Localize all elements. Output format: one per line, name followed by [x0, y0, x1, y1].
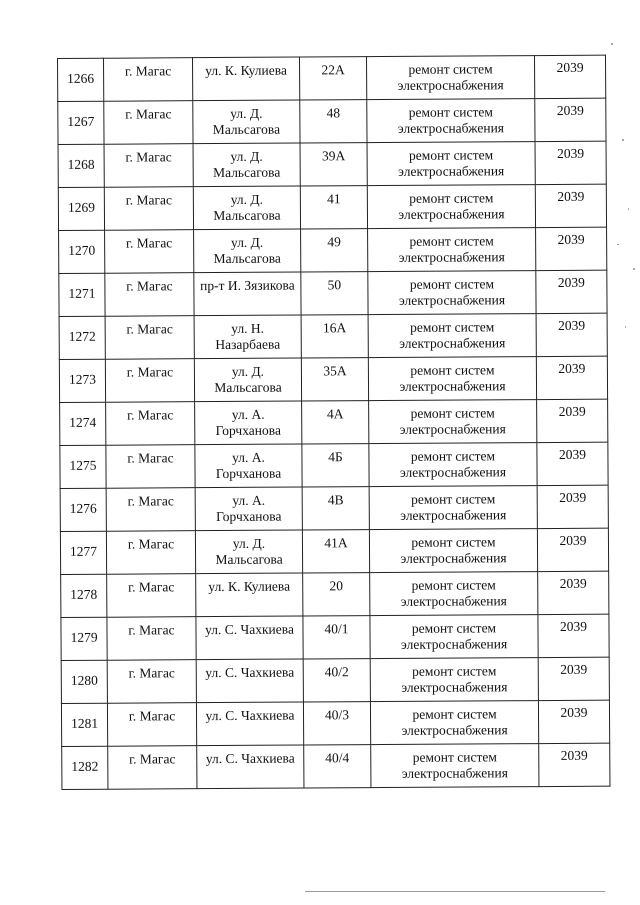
repair-schedule-table: [57, 55, 610, 790]
row-number-cell: 1271: [59, 273, 105, 316]
work-type-cell: ремонт систем электроснабжения: [371, 744, 539, 788]
work-type-cell: ремонт систем электроснабжения: [369, 486, 537, 530]
table-row: [61, 614, 609, 660]
year-cell: 2039: [536, 313, 607, 356]
street-cell: ул. Д. Мальсагова: [193, 100, 300, 144]
work-type-cell: ремонт систем электроснабжения: [368, 314, 536, 358]
scan-speck: [628, 208, 629, 210]
work-type-cell: ремонт систем электроснабжения: [369, 400, 537, 444]
house-number-cell: 22А: [299, 57, 366, 100]
table-row: [60, 485, 608, 531]
year-cell: 2039: [534, 55, 605, 98]
house-number-cell: 41: [300, 186, 367, 229]
city-cell: г. Магас: [106, 402, 195, 446]
house-number-cell: 4Б: [302, 444, 369, 487]
row-number-cell: 1281: [61, 703, 107, 746]
house-number-cell: 35А: [301, 358, 368, 401]
work-type-cell: ремонт систем электроснабжения: [368, 357, 536, 401]
row-number-cell: 1268: [58, 144, 104, 187]
house-number-cell: 39А: [300, 143, 367, 186]
city-cell: г. Магас: [106, 531, 195, 575]
row-number-cell: 1278: [61, 574, 107, 617]
year-cell: 2039: [538, 657, 609, 700]
table-row: [61, 700, 609, 746]
scan-speck: [622, 139, 624, 141]
house-number-cell: 40/2: [303, 659, 370, 702]
year-cell: 2039: [536, 356, 607, 399]
city-cell: г. Магас: [104, 58, 193, 102]
street-cell: ул. Д. Мальсагова: [195, 530, 302, 574]
row-number-cell: 1275: [60, 445, 106, 488]
work-type-cell: ремонт систем электроснабжения: [366, 56, 534, 100]
year-cell: 2039: [537, 442, 608, 485]
city-cell: г. Магас: [106, 488, 195, 532]
work-type-cell: ремонт систем электроснабжения: [367, 99, 535, 143]
street-cell: ул. С. Чахкиева: [196, 659, 303, 703]
street-cell: ул. Д. Мальсагова: [194, 229, 301, 273]
row-number-cell: 1269: [58, 187, 104, 230]
work-type-cell: ремонт систем электроснабжения: [368, 271, 536, 315]
row-number-cell: 1279: [61, 617, 107, 660]
street-cell: ул. С. Чахкиева: [196, 702, 303, 746]
house-number-cell: 40/4: [304, 745, 371, 788]
city-cell: г. Магас: [107, 703, 196, 747]
street-cell: ул. А. Горчханова: [195, 444, 302, 488]
city-cell: г. Магас: [106, 445, 195, 489]
city-cell: г. Магас: [104, 187, 193, 231]
scan-speck: [633, 268, 635, 270]
house-number-cell: 48: [300, 100, 367, 143]
street-cell: ул. А. Горчханова: [195, 487, 302, 531]
row-number-cell: 1266: [58, 58, 104, 101]
house-number-cell: 4В: [302, 487, 369, 530]
year-cell: 2039: [538, 700, 609, 743]
work-type-cell: ремонт систем электроснабжения: [370, 658, 538, 702]
row-number-cell: 1280: [61, 660, 107, 703]
table-row: [60, 399, 608, 445]
row-number-cell: 1282: [62, 746, 108, 789]
city-cell: г. Магас: [108, 746, 197, 790]
table-body: [58, 55, 610, 789]
street-cell: ул. Д. Мальсагова: [193, 186, 300, 230]
row-number-cell: 1267: [58, 101, 104, 144]
house-number-cell: 50: [301, 272, 368, 315]
year-cell: 2039: [535, 141, 606, 184]
scan-edge-line: [305, 891, 605, 892]
city-cell: г. Магас: [107, 617, 196, 661]
work-type-cell: ремонт систем электроснабжения: [369, 529, 537, 573]
year-cell: 2039: [539, 743, 610, 786]
street-cell: ул. Н. Назарбаева: [194, 315, 301, 359]
row-number-cell: 1276: [60, 488, 106, 531]
year-cell: 2039: [538, 614, 609, 657]
house-number-cell: 40/3: [303, 702, 370, 745]
street-cell: ул. Д. Мальсагова: [193, 143, 300, 187]
city-cell: г. Магас: [107, 660, 196, 704]
city-cell: г. Магас: [105, 316, 194, 360]
street-cell: ул. С. Чахкиева: [197, 745, 304, 789]
table-row: [59, 356, 607, 402]
table-row: [58, 184, 606, 230]
row-number-cell: 1272: [59, 316, 105, 359]
year-cell: 2039: [538, 571, 609, 614]
house-number-cell: 20: [303, 573, 370, 616]
table-row: [58, 98, 606, 144]
city-cell: г. Магас: [105, 273, 194, 317]
table-row: [58, 141, 606, 187]
city-cell: г. Магас: [105, 230, 194, 274]
table-row: [60, 528, 608, 574]
work-type-cell: ремонт систем электроснабжения: [370, 701, 538, 745]
house-number-cell: 4А: [302, 401, 369, 444]
work-type-cell: ремонт систем электроснабжения: [367, 142, 535, 186]
row-number-cell: 1270: [59, 230, 105, 273]
table-row: [59, 313, 607, 359]
year-cell: 2039: [537, 485, 608, 528]
row-number-cell: 1277: [60, 531, 106, 574]
year-cell: 2039: [536, 227, 607, 270]
work-type-cell: ремонт систем электроснабжения: [368, 228, 536, 272]
street-cell: ул. К. Кулиева: [196, 573, 303, 617]
year-cell: 2039: [535, 184, 606, 227]
table-row: [58, 55, 606, 101]
city-cell: г. Магас: [104, 101, 193, 145]
table-row: [62, 743, 610, 789]
scan-speck: [611, 43, 613, 45]
city-cell: г. Магас: [107, 574, 196, 618]
street-cell: ул. Д. Мальсагова: [194, 358, 301, 402]
year-cell: 2039: [537, 399, 608, 442]
scan-speck: [617, 244, 619, 245]
table-row: [60, 442, 608, 488]
table-row: [59, 227, 607, 273]
street-cell: ул. А. Горчханова: [195, 401, 302, 445]
row-number-cell: 1274: [60, 402, 106, 445]
year-cell: 2039: [535, 98, 606, 141]
city-cell: г. Магас: [105, 359, 194, 403]
year-cell: 2039: [537, 528, 608, 571]
street-cell: пр-т И. Зязикова: [194, 272, 301, 316]
street-cell: ул. С. Чахкиева: [196, 616, 303, 660]
table-row: [59, 270, 607, 316]
work-type-cell: ремонт систем электроснабжения: [369, 443, 537, 487]
row-number-cell: 1273: [59, 359, 105, 402]
table-row: [61, 571, 609, 617]
city-cell: г. Магас: [104, 144, 193, 188]
year-cell: 2039: [536, 270, 607, 313]
house-number-cell: 49: [301, 229, 368, 272]
house-number-cell: 16А: [301, 315, 368, 358]
work-type-cell: ремонт систем электроснабжения: [370, 572, 538, 616]
work-type-cell: ремонт систем электроснабжения: [367, 185, 535, 229]
house-number-cell: 41А: [302, 530, 369, 573]
table-row: [61, 657, 609, 703]
house-number-cell: 40/1: [303, 616, 370, 659]
street-cell: ул. К. Кулиева: [193, 57, 300, 101]
work-type-cell: ремонт систем электроснабжения: [370, 615, 538, 659]
scan-speck: [625, 326, 626, 328]
